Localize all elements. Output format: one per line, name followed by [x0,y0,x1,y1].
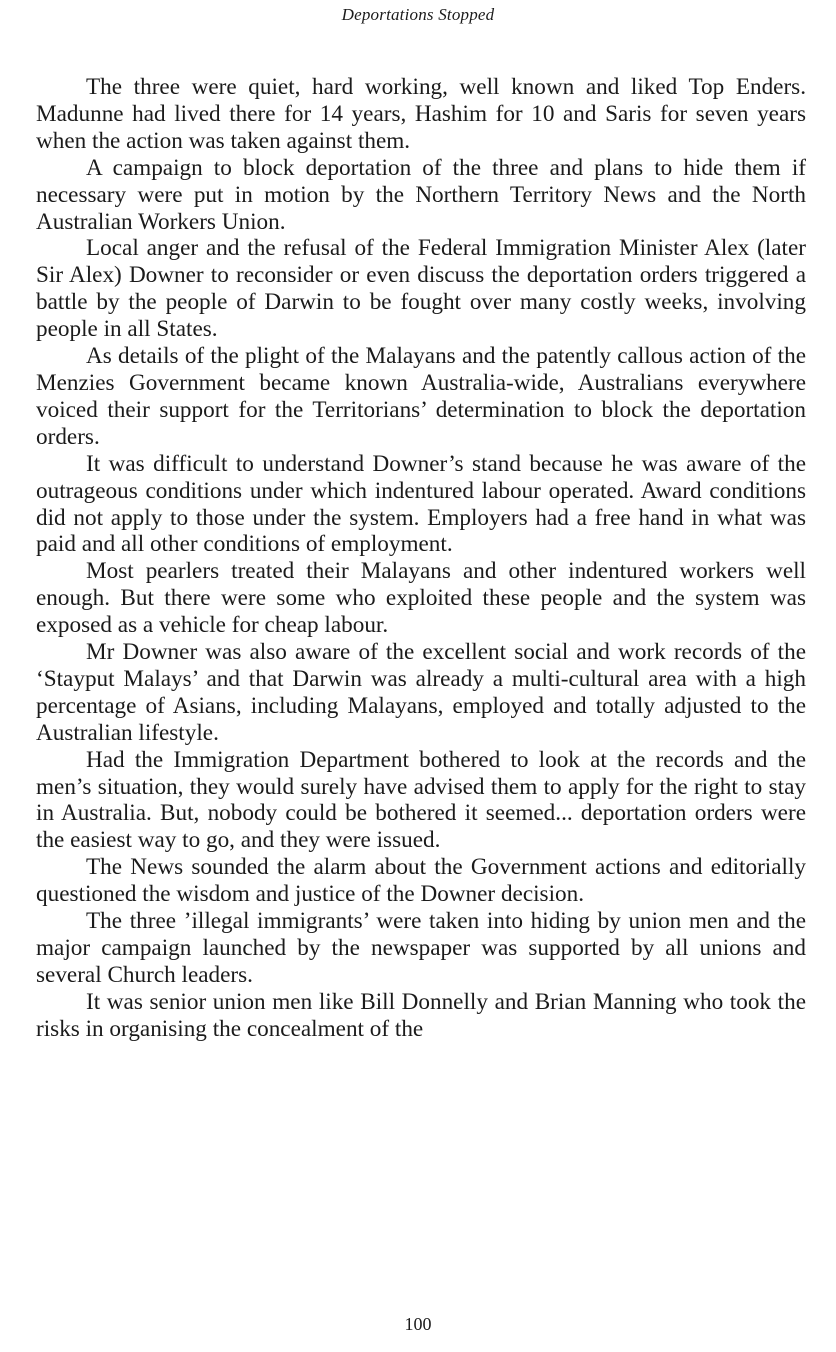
paragraph: Mr Downer was also aware of the excellent social and work records of the ‘Stayput Malays’ and that Darwin was already a multi-cultural area with a high percentage of Asians, including Malayans, employed and totally adjusted to the Australian lifestyle. [36,639,806,746]
paragraph: As details of the plight of the Malayans and the patently callous action of the Menzies Government became known Australia-wide, Australians everywhere voiced their support for the Territorians’ determination to block the deportation orders. [36,343,806,450]
paragraph: The three ’illegal immigrants’ were taken into hiding by union men and the major campaign launched by the newspaper was supported by all unions and several Church leaders. [36,908,806,988]
running-header: Deportations Stopped [341,5,495,24]
paragraph: Had the Immigration Department bothered to look at the records and the men’s situation, they would surely have advised them to apply for the right to stay in Australia. But, nobody could be bothered it seemed... deportation orders were the easiest way to go, and they were issued. [36,746,806,854]
paragraph: Most pearlers treated their Malayans and other indentured workers well enough. But there were some who exploited these people and the system was exposed as a vehicle for cheap labour. [36,558,806,639]
paragraph: Local anger and the refusal of the Federal Immigration Minister Alex (later Sir Alex) Downer to reconsider or even discuss the deportation orders triggered a battle by the people of Darwin to be fought over many costly weeks, involving people in all States. [36,235,806,343]
paragraph: A campaign to block deportation of the three and plans to hide them if necessary were put in motion by the Northern Territory News and the North Australian Workers Union. [36,154,806,235]
paragraph: It was difficult to understand Downer’s stand because he was aware of the outrageous conditions under which indentured labour operated. Award conditions did not apply to those under the system. Employers had a free hand in what was paid and all other conditions of employment. [36,450,806,558]
paragraph: The News sounded the alarm about the Government actions and editorially questioned the wisdom and justice of the Downer decision. [36,854,806,908]
page-number: 100 [404,1314,432,1334]
body-text [36,74,806,1043]
paragraph: It was senior union men like Bill Donnelly and Brian Manning who took the risks in organising the concealment of the [36,988,806,1042]
paragraph: The three were quiet, hard working, well known and liked Top Enders. Madunne had lived there for 14 years, Hashim for 10 and Saris for seven years when the action was taken against them. [36,74,806,154]
